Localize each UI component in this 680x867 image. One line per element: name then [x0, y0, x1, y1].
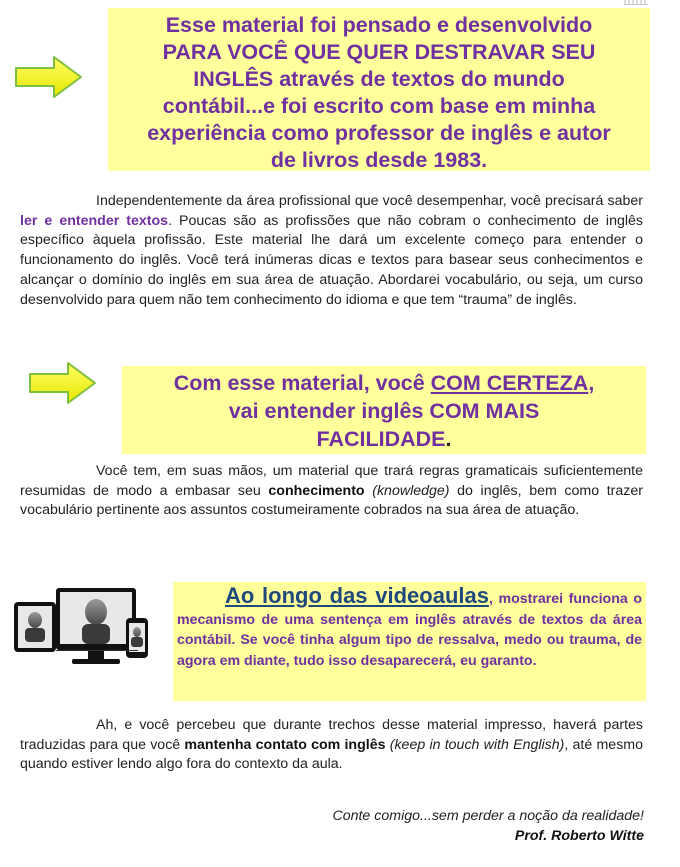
certainty-line-1 [122, 369, 646, 397]
certainty-line-3 [122, 425, 646, 453]
paragraph3-bold: mantenha contato com inglês [184, 736, 386, 753]
paragraph3-text-a: Ah, e você percebeu que durante trechos desse material impresso, haverá partes traduzidas para que você [20, 717, 643, 753]
paragraph2-bold: conhecimento [268, 482, 365, 499]
paragraph1-emphasis: ler e entender textos [20, 212, 169, 229]
videoaulas-highlight-box [173, 582, 646, 701]
certainty-highlight-box [122, 366, 646, 454]
intro-line-2: PARA VOCÊ QUE QUER DESTRAVAR SEU [162, 40, 596, 64]
certainty-period: . [445, 427, 452, 451]
signature-author: Prof. Roberto Witte [514, 828, 644, 844]
paragraph-translation [20, 716, 643, 775]
top-decoration [624, 0, 648, 5]
intro-line-4: contábil...e foi escrito com base em minha [162, 94, 596, 118]
signature-block [332, 806, 644, 846]
paragraph2-italic: (knowledge) [372, 482, 450, 499]
certainty-text-a: Com esse material, você [173, 371, 431, 395]
videoaulas-title: Ao longo das videoaulas [225, 583, 489, 608]
certainty-comma: , [588, 371, 595, 395]
intro-line-1: Esse material foi pensado e desenvolvido [165, 13, 593, 37]
paragraph3-italic: (keep in touch with English) [389, 736, 565, 753]
signature-line: Conte comigo...sem perder a noção da realidade! [332, 808, 644, 824]
intro-highlight-box [108, 8, 650, 171]
certainty-facilidade: FACILIDADE [316, 427, 446, 451]
intro-line-3: INGLÊS através de textos do mundo [193, 67, 565, 91]
arrow-right-icon [14, 55, 84, 99]
paragraph1-text-a: Independentemente da área profissional que você desempenhar, você precisará saber [96, 193, 643, 209]
certainty-emphasis: COM CERTEZA [430, 371, 589, 395]
paragraph1-text-b: . Poucas são as profissões que não cobram o conhecimento de inglês específico àquela profissão. Este material lhe dará um excelente começo para entender o funcionamento do inglês. Você terá inúmeras dicas e textos para basear seus conhecimentos e alcançar o domínio do inglês em sua área de atuação. Abordarei vocabulário, ou seja, um curso desenvolvido para quem não tem conhecimento do idioma e que tem “trauma” de inglês. [20, 212, 643, 308]
videoaulas-text: , mostrarei funciona o mecanismo de uma sentença em inglês através de textos da área contábil. Se você tinha algum tipo de ressalva, medo ou trauma, de agora em diante, tudo isso desaparecerá, eu garanto. [177, 591, 642, 669]
arrow-right-icon [28, 361, 98, 405]
intro-line-6: de livros desde 1983. [270, 148, 488, 172]
paragraph3-text-b: , até mesmo quando estiver lendo algo fora do contexto da aula. [20, 736, 644, 773]
certainty-line-2: vai entender inglês COM MAIS [228, 399, 540, 423]
paragraph2-text-a: Você tem, em suas mãos, um material que trará regras gramaticais suficientemente resumidas de modo a embasar seu [20, 463, 643, 499]
paragraph2-text-b: do inglês, bem como trazer vocabulário pertinente aos assuntos costumeiramente cobrados na sua área de atuação. [20, 482, 643, 519]
paragraph-professions [20, 192, 643, 310]
paragraph-material [20, 462, 643, 521]
devices-illustration [12, 586, 150, 668]
intro-line-5: experiência como professor de inglês e autor [147, 121, 611, 145]
